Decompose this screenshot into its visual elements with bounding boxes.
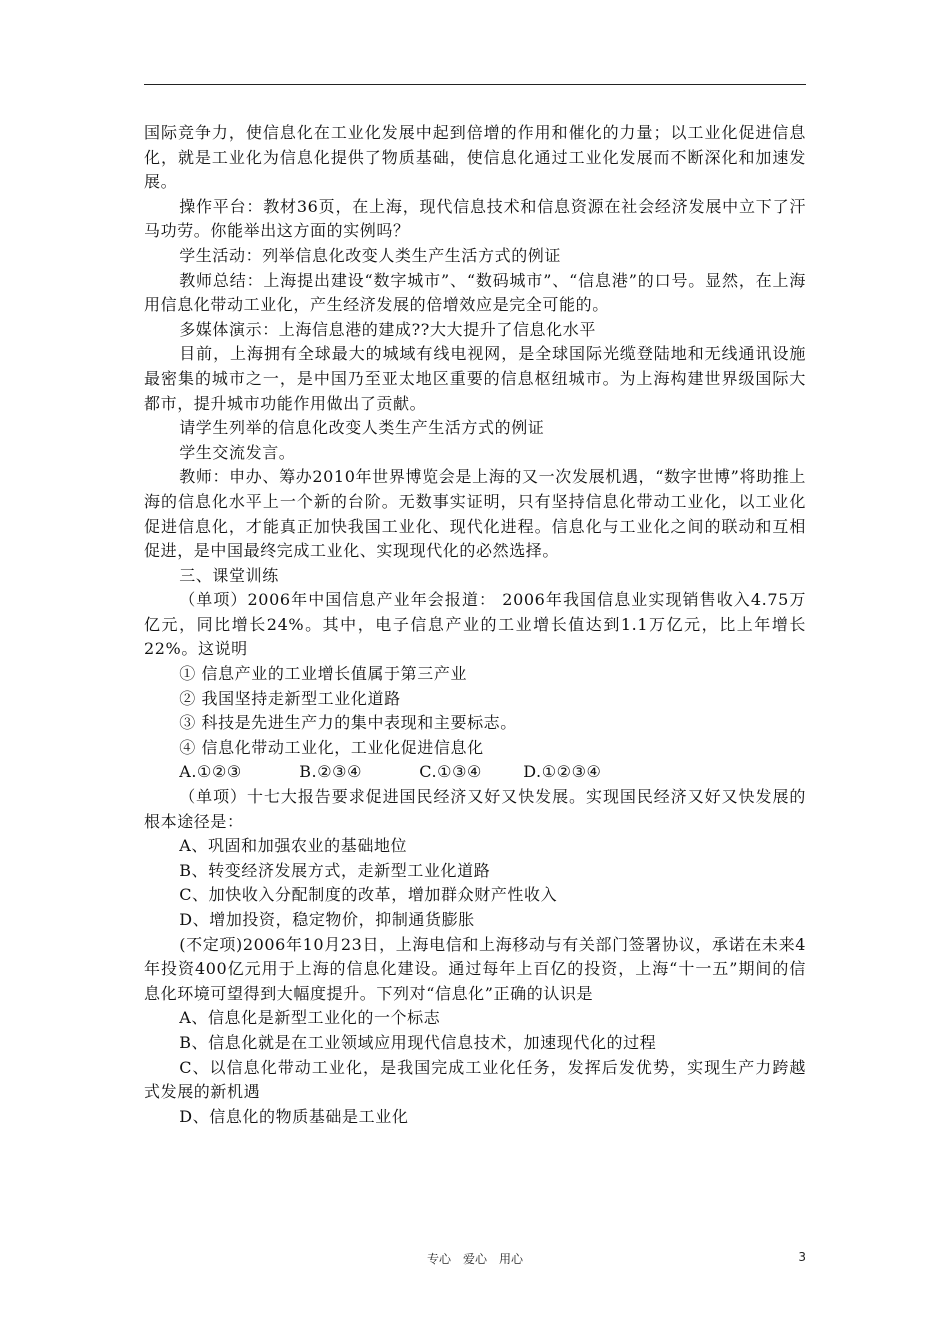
paragraph-teacher-summary: 教师总结：上海提出建设“数字城市”、“数码城市”、“信息港”的口号。显然，在上海用信息化带动工业化，产生经济发展的倍增效应是完全可能的。	[144, 270, 806, 315]
question-3-option: D、信息化的物质基础是工业化	[179, 1106, 409, 1126]
question-1-stem: （单项）2006年中国信息产业年会报道： 2006年我国信息业实现销售收入4.75万亿元，同比增长24%。其中，电子信息产业的工业增长值达到1.1万亿元，比上年增长22%。这说明	[144, 590, 806, 659]
paragraph-multimedia-demo: 多媒体演示：上海信息港的建成??大大提升了信息化水平	[179, 319, 596, 339]
document-body	[144, 121, 806, 1129]
question-2-option: A、巩固和加强农业的基础地位	[179, 836, 408, 856]
question-1-choices	[144, 760, 806, 785]
choice-a: A.①②③	[179, 762, 242, 782]
footer-motto: 专心 爱心 用心	[426, 1252, 523, 1266]
question-3-stem: (不定项)2006年10月23日，上海电信和上海移动与有关部门签署协议，承诺在未来4年投资400亿元用于上海的信息化建设。通过每年上百亿的投资，上海“十一五”期间的信息化环境可望得到大幅度提升。下列对“信息化”正确的认识是	[144, 934, 806, 1003]
question-1-item: ④ 信息化带动工业化，工业化促进信息化	[179, 737, 484, 757]
question-1-item: ① 信息产业的工业增长值属于第三产业	[179, 664, 468, 684]
question-1-item: ② 我国坚持走新型工业化道路	[179, 688, 401, 708]
question-3-option: C、以信息化带动工业化，是我国完成工业化任务，发挥后发优势，实现生产力跨越式发展的新机遇	[144, 1057, 806, 1102]
paragraph-student-examples: 请学生列举的信息化改变人类生产生活方式的例证	[179, 418, 545, 438]
question-2-option: C、加快收入分配制度的改革，增加群众财产性收入	[179, 885, 558, 905]
paragraph-shanghai-now: 目前，上海拥有全球最大的城域有线电视网，是全球国际光缆登陆地和无线通讯设施最密集的城市之一，是中国乃至亚太地区重要的信息枢纽城市。为上海构建世界级国际大都市，提升城市功能作用做出了贡献。	[144, 344, 806, 413]
choice-b: B.②③④	[299, 762, 363, 782]
choice-d: D.①②③④	[523, 762, 602, 782]
question-2-stem: （单项）十七大报告要求促进国民经济又好又快发展。实现国民经济又好又快发展的根本途径是：	[144, 787, 806, 831]
section-heading-classroom-practice: 三、课堂训练	[179, 565, 279, 585]
question-3-option: A、信息化是新型工业化的一个标志	[179, 1008, 441, 1028]
question-1-item: ③ 科技是先进生产力的集中表现和主要标志。	[179, 713, 517, 733]
paragraph-student-discussion: 学生交流发言。	[179, 442, 296, 462]
paragraph-continuation: 国际竞争力，使信息化在工业化发展中起到倍增的作用和催化的力量；以工业化促进信息化，就是工业化为信息化提供了物质基础，使信息化通过工业化发展而不断深化和加速发展。	[144, 123, 806, 192]
paragraph-student-activity: 学生活动：列举信息化改变人类生产生活方式的例证	[179, 245, 561, 265]
question-2-option: B、转变经济发展方式，走新型工业化道路	[179, 860, 491, 880]
header-rule	[144, 84, 806, 85]
question-3-option: B、信息化就是在工业领域应用现代信息技术，加速现代化的过程	[179, 1032, 657, 1052]
page-number: 3	[798, 1250, 806, 1264]
paragraph-teacher-expo: 教师：申办、筹办2010年世界博览会是上海的又一次发展机遇，“数字世博”将助推上海的信息化水平上一个新的台阶。无数事实证明，只有坚持信息化带动工业化，以工业化促进信息化，才能真正加快我国工业化、现代化进程。信息化与工业化之间的联动和互相促进，是中国最终完成工业化、实现现代化的必然选择。	[144, 467, 806, 561]
question-2-option: D、增加投资，稳定物价，抑制通货膨胀	[179, 910, 475, 929]
paragraph-operation-platform: 操作平台：教材36页，在上海，现代信息技术和信息资源在社会经济发展中立下了汗马功劳。你能举出这方面的实例吗？	[144, 196, 806, 241]
choice-c: C.①③④	[419, 762, 482, 782]
